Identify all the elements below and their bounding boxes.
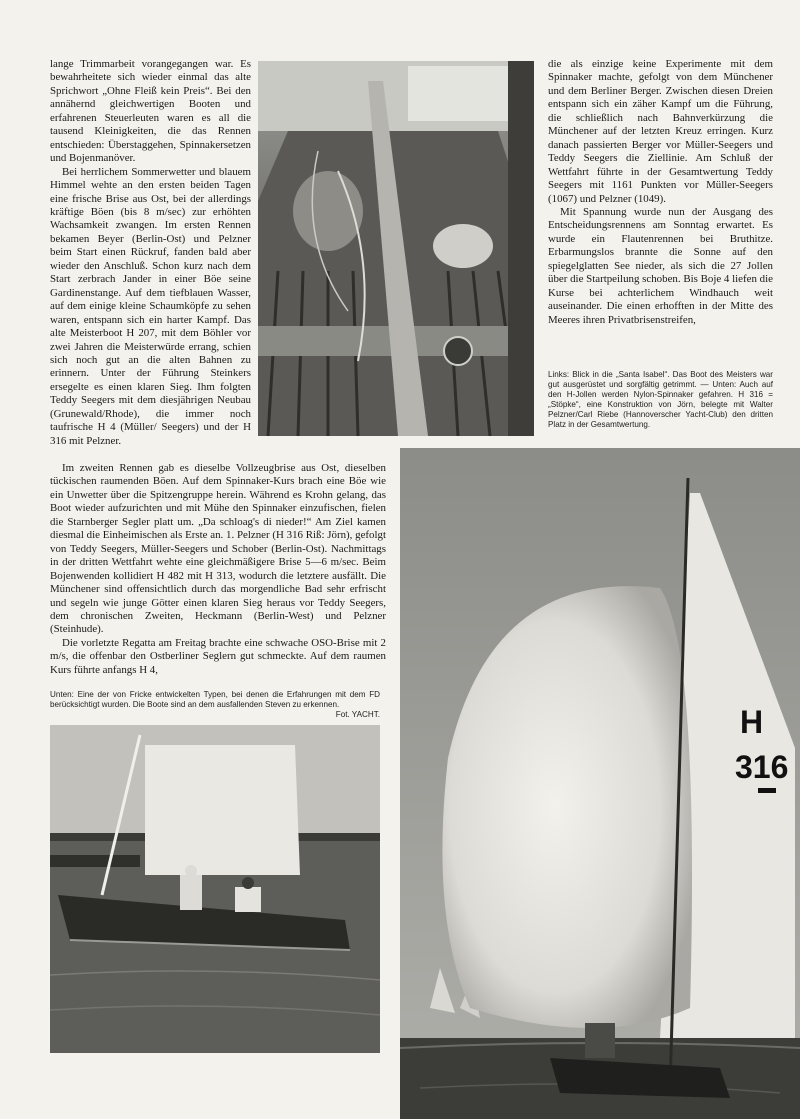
article-column-wide xyxy=(50,462,386,684)
paragraph: Bei herrlichem Sommerwetter und blauem Himmel wehte an den ersten beiden Tagen eine frische Brise aus Ost, bei der allerdings kräftige Böen (bis 8 m/sec) zur erhöhten Wachsamkeit zwangen. Im ersten Rennen bekamen Beyer (Berlin-Ost) und Pelzner beim Start einen Rückruf, fanden bald aber wieder den Anschluß. Schon kurz nach dem Start zerbrach Jander in einer Böe seine Gardinenstange. Auf dem tiefblauen Wasser, auf dem einige kleine Schaumköpfe zu sehen waren, entspann sich ein harter Kampf. Das alte Meisterboot H 207, mit dem Böhler vor zwei Jahren die Meisterwürde errang, schien sich noch gut an die alten Bahnen zu erinnern. Unter der Führung Steinkers ersegelte es einen klaren Sieg. Ihm folgten Teddy Seegers mit dem diesjährigen Neubau (Grunewald/Rhode), die immer noch taufrische H 4 (Müller/ Seegers) und der H 316 mit Pelzner. xyxy=(50,165,251,447)
paragraph: lange Trimmarbeit vorangegangen war. Es bewahrheitete sich wieder einmal das alte Sprichwort „Ohne Fleiß kein Preis“. Bei den annähernd gleichwertigen Booten und erfahrenen Steuerleuten waren es all die tausend Kleinigkeiten, die das Rennen entschieden: Überstaggehen, Spinnakersetzen und Bojenmanöver. xyxy=(50,58,251,165)
photo-cockpit-interior xyxy=(258,61,534,436)
paragraph: die als einzige keine Experimente mit dem Spinnaker machte, gefolgt von dem Münchener und dem Berliner Berger. Zwischen diesen Dreien entspann sich ein zäher Kampf um die Führung, die schließlich nach Bahnverkürzung die Münchener auf der letzten Kreuz erringen. Kurz danach passierten Berger vor Müller-Seegers und Teddy Seegers die Ziellinie. Am Schluß der Wettfahrt führte in der Gesamtwertung Teddy Seegers mit 1161 Punkten vor Müller-Seegers (1067) und Pelzner (1049). xyxy=(548,58,773,205)
photo-caption-bottom: Unten: Eine der von Fricke entwickelten Typen, bei denen die Erfahrungen mit dem FD berücksichtigt wurden. Die Boote sind an dem ausfallenden Steven zu erkennen. Fot. YACHT. xyxy=(50,690,380,720)
paragraph: Mit Spannung wurde nun der Ausgang des Entscheidungsrennens am Sonntag erwartet. Es wurde ein Flautenrennen bei Bruthitze. Erbarmungslos brannte die Sonne auf den spiegelglatten See nieder, als sich die 27 Jollen über die Startpeilung schoben. Bis Boje 4 liefen die Kurse bei achterlichem Windhauch weit auseinander. Die einen erhofften in der Mitte des Meeres ihren Privatbrisenstreifen, xyxy=(548,205,773,326)
photo-spinnaker-h316 xyxy=(400,448,800,1119)
article-column-right xyxy=(548,58,773,366)
sail-number-digits: 316 xyxy=(735,749,789,785)
sail-number-letter: H xyxy=(740,704,764,740)
photo-fricke-boat xyxy=(50,725,380,1053)
paragraph: Die vorletzte Regatta am Freitag brachte eine schwache OSO-Brise mit 2 m/s, die offenbar den Ostberliner Seglern gut schmeckte. Auf dem raumen Kurs führte anfangs H 4, xyxy=(50,636,386,676)
photo-caption-top: Links: Blick in die „Santa Isabel“. Das Boot des Meisters war gut ausgerüstet und sorgfältig getrimmt. — Unten: Auch auf den H-Jollen werden Nylon-Spinnaker gefahren. H 316 = „Stöpke“, eine Konstruktion von Jörn, belegte mit Walter Pelzner/Carl Riebe (Hannoverscher Yacht-Club) den dritten Platz in der Gesamtwertung. xyxy=(548,370,773,430)
paragraph: Im zweiten Rennen gab es dieselbe Vollzeugbrise aus Ost, dieselben tückischen raumenden Böen. Auf dem Spinnaker-Kurs brach eine Böe wie ein Unwetter über die Spitzengruppe herein. Während es Krohn gelang, das Boot wieder aufzurichten und mit Mühe den Spinnaker einzufischen, fielen die Starnberger Segler platt um. „Da schloag's di nieder!“ Am Ziel kamen diesmal die Einheimischen als Erste an. 1. Pelzner (H 316 Riß: Jörn), gefolgt von Teddy Seegers, Müller-Seegers und Schober (Berlin-Ost). Nachmittags in der dritten Wettfahrt wehte eine gleichmäßigere Brise 5—6 m/sec. Beim Bojenwenden kollidiert H 482 mit H 313, wodurch die letztere ausfällt. Die Münchener sind offensichtlich durch das morgendliche Bad sehr erfrischt und segeln wie junge Götter einen klaren Sieg heraus vor Teddy Seegers, dem chronischen Zweiten, Heckmann (Berlin-West) und Pelzner (Steinhude). xyxy=(50,462,386,636)
article-column-left xyxy=(50,58,251,462)
photo-credit: Fot. YACHT. xyxy=(335,710,380,720)
